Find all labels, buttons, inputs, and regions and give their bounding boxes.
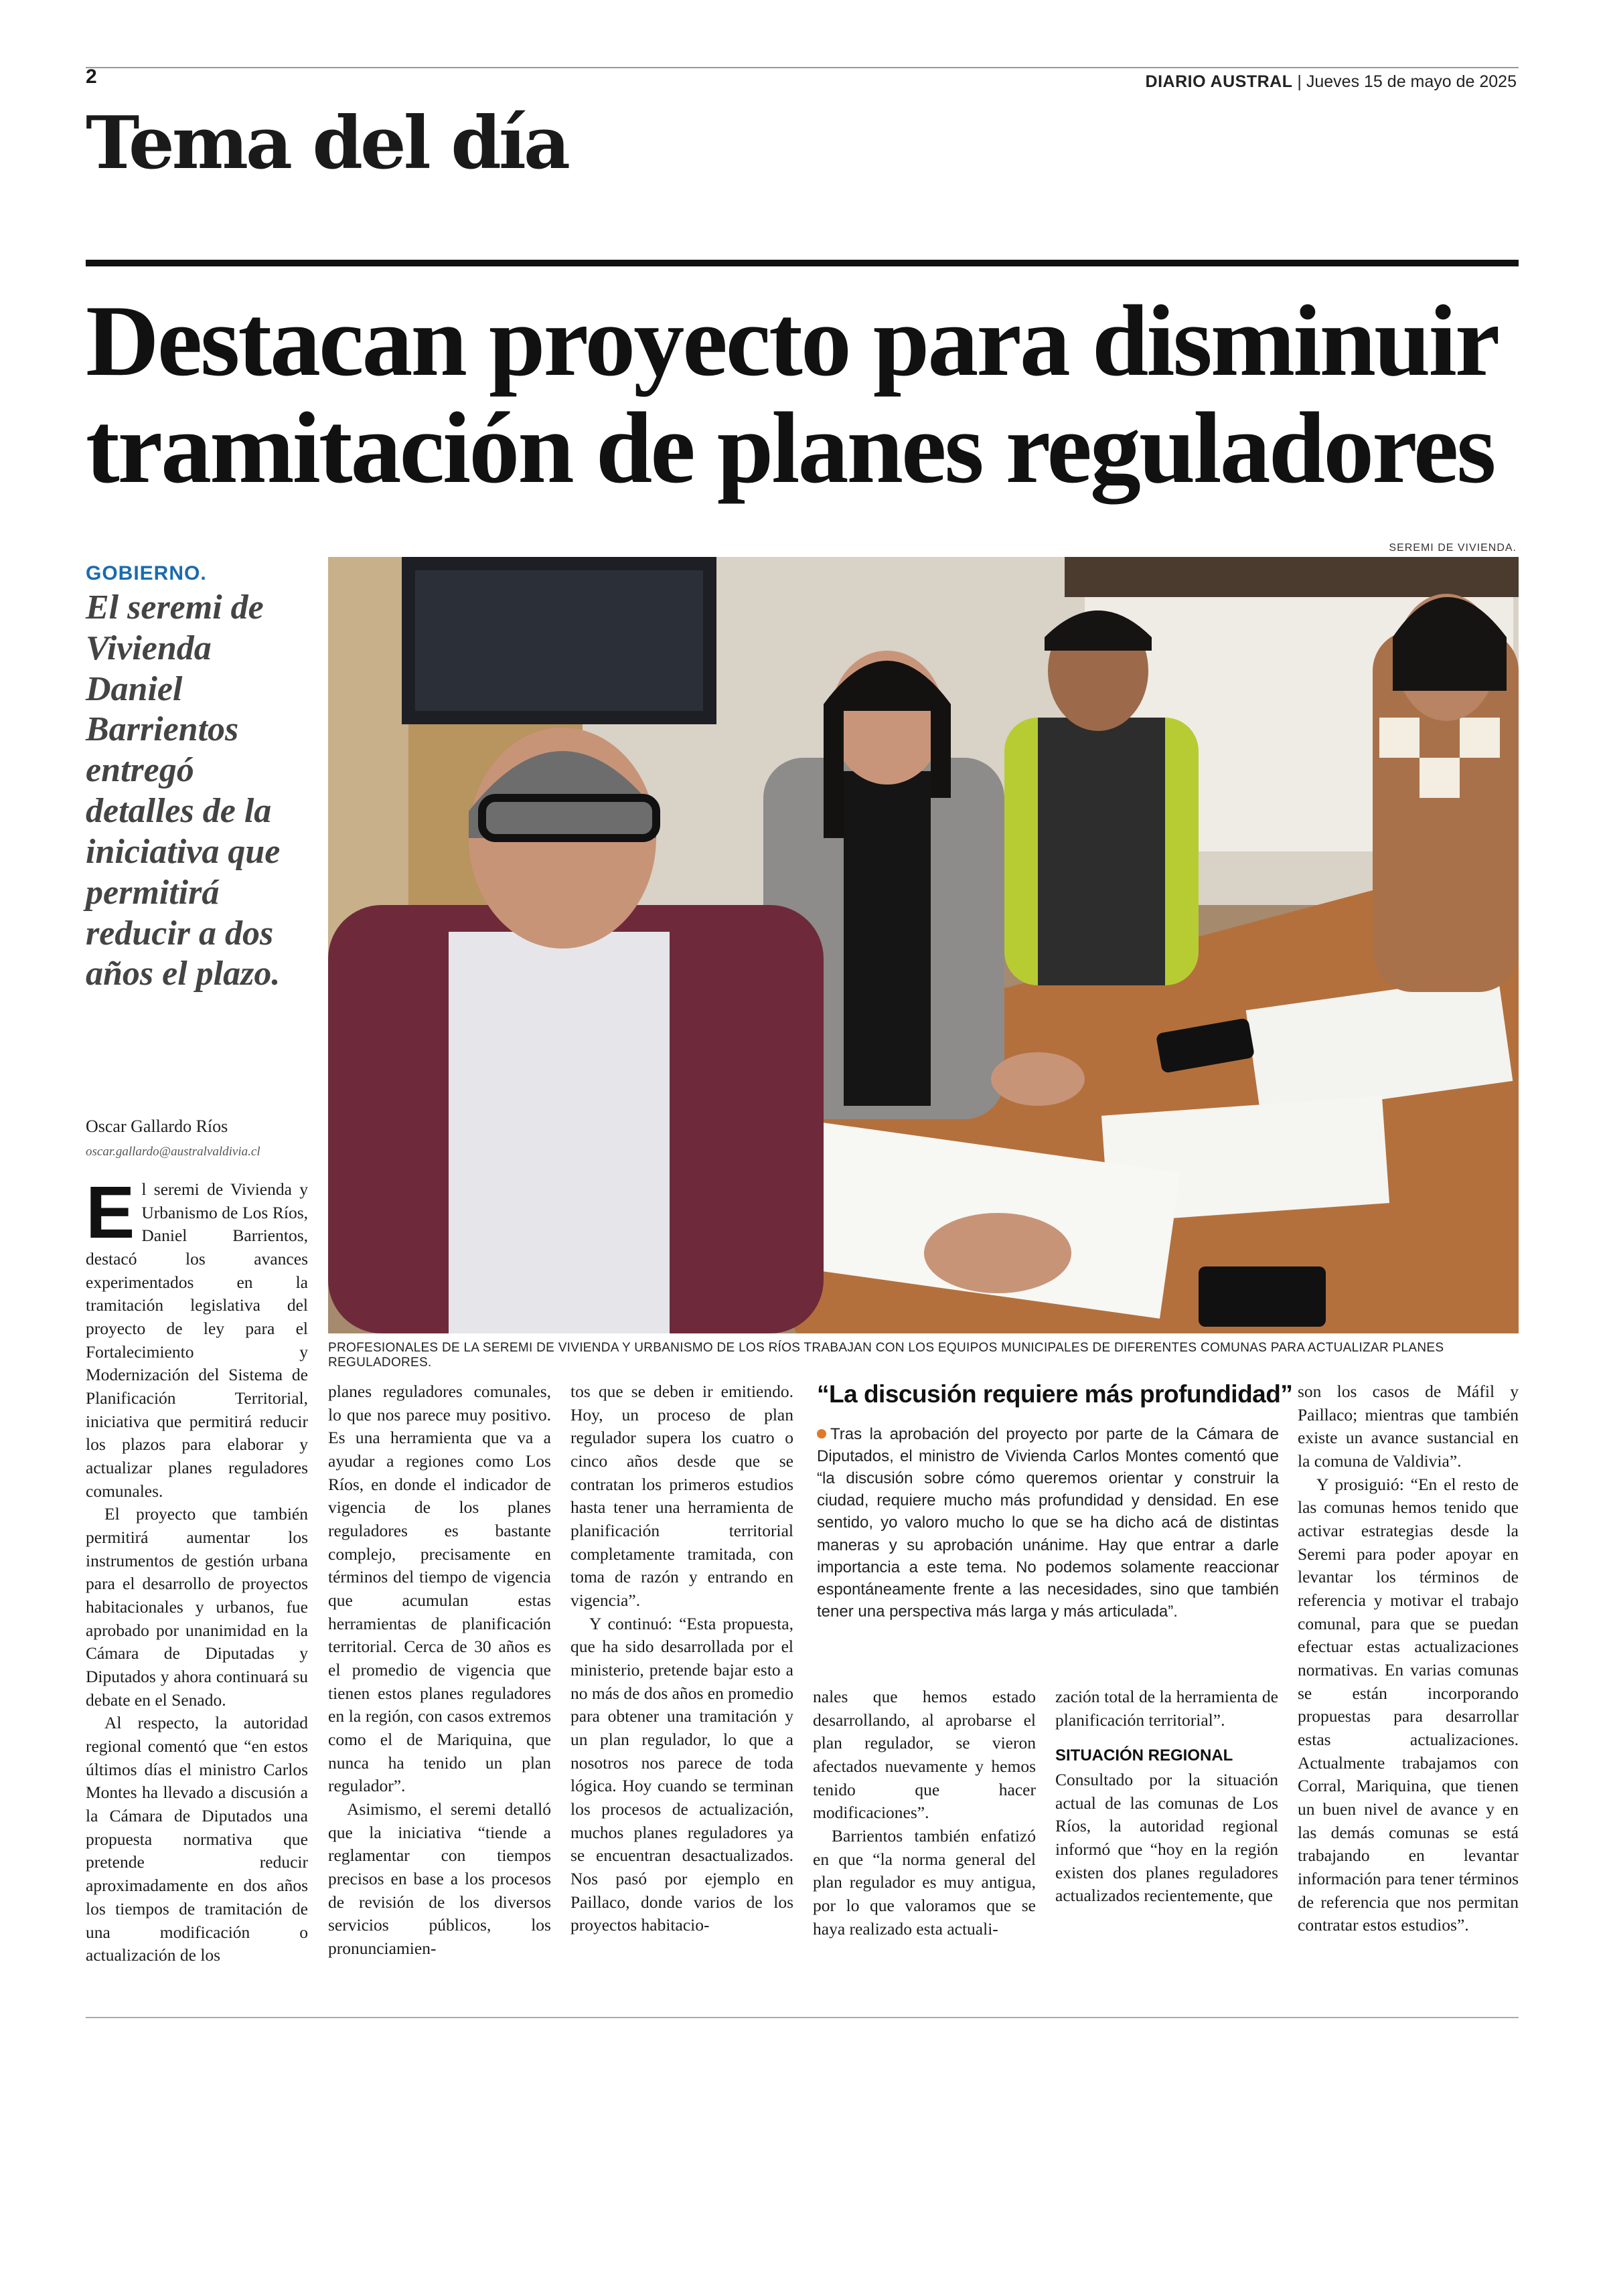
paragraph: planes reguladores comunales, lo que nos parece muy positivo. Es una herramienta que va a ayudar a regiones como Los Ríos, en donde el indicador de vigencia de los planes reguladores es bastante complejo, precisamente en términos del tiempo de vigencia que acumulan estas herramientas de planificación territorial. Cerca de 30 años es el promedio de vigencia que tienen estos planes reguladores en la región, con casos extremos como el de Mariquina, que nunca ha tenido un plan regulador”. bbox=[328, 1382, 551, 1796]
drop-cap: E bbox=[86, 1171, 135, 1254]
bullet-icon bbox=[817, 1429, 826, 1439]
page-number: 2 bbox=[86, 66, 97, 88]
paragraph: zación total de la herramienta de planificación territorial”. bbox=[1055, 1687, 1278, 1730]
paragraph: Y continuó: “Esta propuesta, que ha sido desarrollada por el ministerio, pretende bajar esto a no más de dos años en promedio para obtener una tramitación y un plan regulador, lo que a nosotros nos parece de toda lógica. Hoy cuando se terminan los procesos de actualización, muchos planes reguladores ya se encuentran desactualizados. Nos pasó por ejemplo en Paillaco, donde varios de los proyectos habitacio- bbox=[570, 1613, 793, 1935]
article-column-4 bbox=[813, 1686, 1036, 1941]
paragraph: tos que se deben ir emitiendo. Hoy, un proceso de plan regulador supera los cuatro o cinco años desde que se contratan los primeros estudios hasta tener una herramienta de planificación territorial completamente tramitada, con toma de razón y entrando en vigencia”. bbox=[570, 1382, 793, 1611]
subhead: SITUACIÓN REGIONAL bbox=[1055, 1746, 1233, 1765]
paragraph: Consultado por la situación actual de las comunas de Los Ríos, la autoridad regional informó que “hoy en la región existen dos planes reguladores actualizados recientemente, que bbox=[1055, 1769, 1278, 1906]
paragraph: Al respecto, la autoridad regional comentó que “en estos últimos días el ministro Carlos Montes ha llevado a discusión a la Cámara de Diputados una propuesta normativa que pretende reducir aproximadamente en dos años los tiempos de tramitación de una modificación o actualización de los bbox=[86, 1713, 308, 1965]
paragraph: nales que hemos estado desarrollando, al aprobarse el plan regulador, se vieron afectados nuevamente y hemos tenido que hacer modificaciones”. bbox=[813, 1687, 1036, 1823]
section-title: Tema del día bbox=[86, 101, 568, 185]
kicker: GOBIERNO. bbox=[86, 562, 207, 584]
pullbox-title: “La discusión requiere más profundidad” bbox=[817, 1380, 1293, 1408]
pullbox-text: Tras la aprobación del proyecto por parte de la Cámara de Diputados, el ministro de Vivienda Carlos Montes comentó que “la discusión sobre cómo queremos orientar y construir la ciudad, requiere mucho más profundidad y densidad. En ese sentido, yo valoro mucho lo que se ha dicho acá de distintas maneras y su aprobación unánime. Hay que entrar a darle importancia a este tema. No podemos solamente reaccionar espontáneamente frente a las necesidades, sino que también tener una perspectiva más larga y más articulada”. bbox=[817, 1425, 1279, 1621]
paragraph: El proyecto que también permitirá aumentar los instrumentos de gestión urbana para el desarrollo de proyectos habitacionales y urbanos, fue aprobado por unanimidad en la Cámara de Diputadas y Diputados y ahora continuará su debate en el Senado. bbox=[86, 1504, 308, 1710]
article-column-1 bbox=[86, 1171, 308, 1967]
publication-name: DIARIO AUSTRAL bbox=[1145, 72, 1293, 91]
paragraph bbox=[86, 1171, 308, 1503]
article-column-3 bbox=[570, 1380, 793, 1937]
paragraph: son los casos de Máfil y Paillaco; mientras que también existe un avance sustancial en la comuna de Valdivia”. bbox=[1298, 1382, 1519, 1471]
article-column-6 bbox=[1298, 1380, 1519, 1937]
author-name: Oscar Gallardo Ríos bbox=[86, 1117, 228, 1136]
article-headline: Destacan proyecto para disminuir tramitación de planes reguladores bbox=[86, 284, 1497, 504]
bottom-rule bbox=[86, 2017, 1519, 2018]
section-rule bbox=[86, 260, 1519, 266]
pullbox bbox=[817, 1423, 1279, 1623]
article-column-2 bbox=[328, 1380, 551, 1961]
article-photo bbox=[328, 557, 1519, 1333]
folio bbox=[1146, 72, 1517, 92]
article-summary: El seremi de Vivienda Daniel Barrientos entregó detalles de la iniciativa que permitirá reducir a dos años el plazo. bbox=[86, 588, 281, 993]
top-rule bbox=[86, 67, 1519, 68]
folio-separator: | bbox=[1292, 72, 1306, 91]
meeting-photo-illustration bbox=[328, 557, 1519, 1333]
photo-credit: SEREMI DE VIVIENDA. bbox=[1389, 542, 1517, 554]
author-email: oscar.gallardo@australvaldivia.cl bbox=[86, 1145, 260, 1159]
paragraph: Y prosiguió: “En el resto de las comunas hemos tenido que activar estrategias desde la Seremi para poder apoyar en levantar los términos de referencia y motivar el trabajo comunal, para que se puedan efectuar estas actualizaciones normativas. En varias comunas se están incorporando propuestas para desarrollar estas actualizaciones. Actualmente trabajamos con Corral, Mariquina, que tienen un buen nivel de avance y en las demás comunas se está trabajando en levantar información para tener términos de referencia que nos permitan contratar estos estudios”. bbox=[1298, 1474, 1519, 1935]
publication-date: Jueves 15 de mayo de 2025 bbox=[1306, 72, 1517, 91]
paragraph: Barrientos también enfatizó en que “la norma general del plan regulador es muy antigua, por lo que valoramos que se haya realizado esta actuali- bbox=[813, 1826, 1036, 1939]
photo-caption: PROFESIONALES DE LA SEREMI DE VIVIENDA Y URBANISMO DE LOS RÍOS TRABAJAN CON LOS EQUIPOS MUNICIPALES DE DIFERENTES COMUNAS PARA ACTUALIZAR PLANES REGULADORES. bbox=[328, 1341, 1444, 1370]
article-column-5 bbox=[1055, 1686, 1278, 1908]
paragraph-text: l seremi de Vivienda y Urbanismo de Los Ríos, Daniel Barrientos, destacó los avances experimentados en la tramitación legislativa del proyecto de ley para el Fortalecimiento y Modernización del Sistema de Planificación Territorial, iniciativa que permitirá reducir los plazos para elaborar y actualizar planes reguladores comunales. bbox=[86, 1179, 308, 1501]
paragraph: Asimismo, el seremi detalló que la iniciativa “tiende a reglamentar con tiempos precisos en base a los procesos de revisión de los diversos servicios públicos, los pronunciamien- bbox=[328, 1799, 551, 1959]
